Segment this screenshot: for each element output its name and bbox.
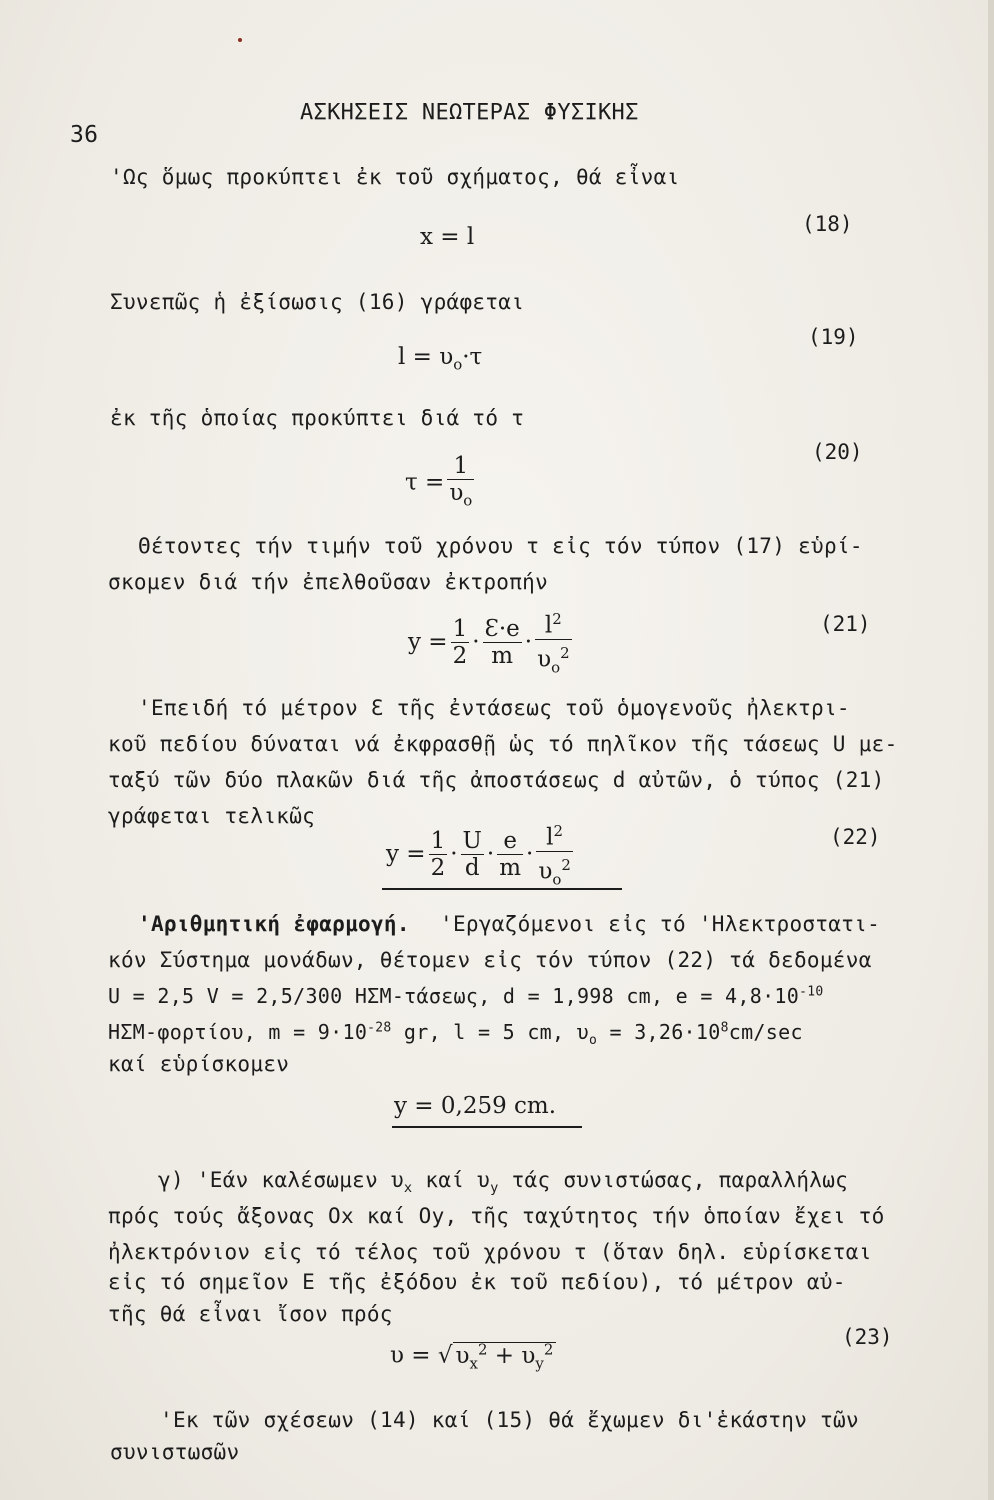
page-edge [988,0,994,1500]
paragraph-line: κόν Σύστημα μονάδων, θέτομεν εἰς τόν τύπον (22) τά δεδομένα [108,948,872,972]
paragraph-line: γράφεται τελικῶς [108,804,316,828]
equation-number: (20) [812,440,863,464]
paragraph-line: 'Επειδή τό μέτρον Ɛ τῆς ἐντάσεως τοῦ ὁμογενοῦς ἠλεκτρι- [138,696,850,720]
equation-20: τ = $\frac{1}{\upsilon_o}$ [405,453,477,514]
equation-number: (18) [802,212,853,236]
paragraph-line: Θέτοντες τήν τιμήν τοῦ χρόνου τ εἰς τόν τύπον (17) εὑρί- [138,534,863,558]
paragraph-line: ἐκ τῆς ὁποίας προκύπτει διά τό τ [110,406,525,430]
equation-number: (23) [842,1325,893,1349]
equation-underline [382,888,622,890]
equation-21: y = $\frac{1}{2}$ · $\frac{Ɛ\cdot e}{m}$ · $\frac{l^2}{\upsilon_o^2}$ [408,606,575,680]
paragraph-line: καί εὑρίσκομεν [108,1052,290,1076]
paragraph-line: σκομεν διά τήν ἐπελθοῦσαν ἐκτροπήν [108,570,549,594]
equation-23: υ = √ $\upsilon_x^2 + \upsilon_y^2$ [390,1340,556,1372]
result-equation: y = 0,259 cm. [394,1093,557,1119]
paragraph-line: εἰς τό σημεῖον Ε τῆς ἐξόδου ἐκ τοῦ πεδίου), τό μέτρον αὐ- [108,1270,846,1294]
result-underline [392,1126,582,1128]
paragraph-line: 'Ως ὅμως προκύπτει ἐκ τοῦ σχήματος, θά εἶναι [110,165,680,189]
equation-number: (19) [808,325,859,349]
equation-22: y = $\frac{1}{2}$ · $\frac{U}{d}$ · $\frac{e}{m}$ · $\frac{l^2}{\upsilon_o^2}$ [386,818,576,892]
equation-19: $l = \upsilon_o\cdot\tau$ [398,344,483,374]
paragraph-line: τῆς θά εἶναι ἴσον πρός [108,1302,393,1326]
equation-number: (22) [830,825,881,849]
paragraph-line: ταξύ τῶν δύο πλακῶν διά τῆς ἀποστάσεως d αὐτῶν, ὁ τύπος (21) [108,768,885,792]
paragraph-line: ΗΣΜ-φορτίου, $m = 9\cdot 10^{-28}$ gr, l = 5 cm, $\upsilon_o = 3,26\cdot 10^8cm/\sec$ [108,1020,803,1048]
paragraph-line: 'Εργαζόμενοι εἰς τό 'Ηλεκτροστατι- [440,912,881,936]
paragraph-line: ἠλεκτρόνιον εἰς τό τέλος τοῦ χρόνου τ (ὅταν δηλ. εὑρίσκεται [108,1240,872,1264]
paragraph-line: 'Εκ τῶν σχέσεων (14) καί (15) θά ἔχωμεν δι'ἑκάστην τῶν [160,1408,859,1432]
page-number: 36 [70,122,99,148]
section-heading: 'Αριθμητική ἐφαρμογή. [138,912,410,936]
equation-number: (21) [820,612,871,636]
paragraph-line: U = 2,5 V = 2,5/300 ΗΣΜ-τάσεως, d = 1,998 cm, $e = 4,8\cdot 10^{-10}$ [108,984,824,1008]
paragraph-line: συνιστωσῶν [110,1440,240,1464]
ink-mark [238,38,242,42]
running-title: ΑΣΚΗΣΕΙΣ ΝΕΩΤΕΡΑΣ ΦΥΣΙΚΗΣ [300,100,639,125]
paragraph-line: πρός τούς ἄξονας Ox καί Oy, τῆς ταχύτητος τήν ὁποίαν ἔχει τό [108,1204,885,1228]
paragraph-line: κοῦ πεδίου δύναται νά ἐκφρασθῇ ὡς τό πηλῖκον τῆς τάσεως U με- [108,732,898,756]
equation-18: x = l [420,224,475,250]
paragraph-line: γ) 'Εάν καλέσωμεν $\upsilon_x$ καί $\upsilon_y$ τάς συνιστώσας, παραλλήλως [158,1168,849,1197]
paragraph-line: Συνεπῶς ἡ ἐξίσωσις (16) γράφεται [110,290,525,314]
